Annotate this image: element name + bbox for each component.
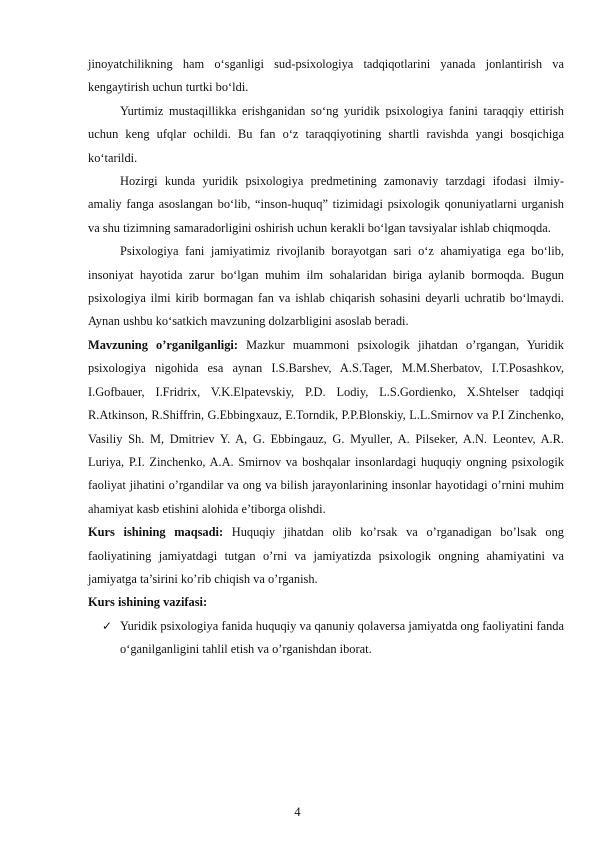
study-level-heading: Mavzuning o’rganilganligi: [88, 337, 238, 352]
paragraph-goal [88, 521, 564, 591]
paragraph-continuation: jinoyatchilikning ham o‘sganligi sud-psixologiya tadqiqotlarini yanada jonlantirish va kengaytirish uchun turtki bo‘ldi. [88, 57, 564, 95]
task-text: Yuridik psixologiya fanida huquqiy va qanuniy qolaversa jamiyatda ong faoliyatini fanda o‘ganilganligini tahlil etish va o’rganishdan iborat. [120, 618, 564, 657]
task-list-item [88, 615, 564, 662]
page-number: 4 [294, 805, 301, 819]
study-level-text: Mazkur muammoni psixologik jihatdan o’rgangan, Yuridik psixologiya nigohida esa aynan I.S.Barshev, A.S.Tager, M.M.Sherbatov, I.T.Posashkov, I.Gofbauer, I.Fridrix, V.K.Elpatevskiy, P.D. Lodiy, L.S.Gordienko, X.Shtelser tadqiqi R.Atkinson, R.Shiffrin, G.Ebbingxauz, E.Torndik, P.P.Blonskiy, L.L.Smirnov va P.I Zinchenko, Vasiliy Sh. M, Dmitriev Y. A, G. Ebbingauz, G. Myuller, A. Pilseker, A.N. Leontev, A.R. Luriya, P.I. Zinchenko, A.A. Smirnov va boshqalar insonlardagi huquqiy ongning psixologik faoliyat jihatini o’rgandilar va ong va bilish jarayonlarining insonlar hayotidagi o’rnini muhim ahamiyat kasb etishini alohida e’tiborga olishdi. [88, 337, 564, 516]
tasks-heading: Kurs ishining vazifasi: [88, 595, 208, 610]
paragraph-study-level [88, 334, 564, 521]
goal-heading: Kurs ishining maqsadi: [88, 525, 224, 540]
paragraph-relevance: Psixologiya fani jamiyatimiz rivojlanib borayotgan sari o‘z ahamiyatiga ega bo‘lib, insoniyat hayotida zarur bo‘lgan muhim ilm sohalaridan biriga aylanib bormoqda. Bugun psixologiya ilmi kirib bormagan fan va ishlab chiqarish sohasini deyarli uchratib bo‘lmaydi. Aynan ushbu ko‘satkich mavzuning dolzarbligini asoslab beradi. [88, 244, 564, 329]
goal-text: Huquqiy jihatdan olib ko’rsak va o’rganadigan bo’lsak ong faoliyatining jamiyatdagi tutgan o’rni va jamiyatizda psixologik ongning ahamiyatini va jamiyatga ta’sirini ko’rib chiqish va o’rganish. [88, 525, 564, 586]
paragraph-current-state: Hozirgi kunda yuridik psixologiya predmetining zamonaviy tarzdagi ifodasi ilmiy-amaliy fanga asoslangan bo‘lib, “inson-huquq” tizimidagi psixologik qonuniyatlarni urganish va shu tizimning samaradorligini oshirish uchun kerakli bo‘lgan tavsiyalar ishlab chiqmoqda. [88, 174, 564, 235]
checkmark-icon: ✓ [101, 618, 112, 633]
paragraph-independence: Yurtimiz mustaqillikka erishganidan so‘ng yuridik psixologiya fanini taraqqiy ettirish uchun keng ufqlar ochildi. Bu fan o‘z taraqqiyotining shartli ravishda yangi bosqichiga ko‘tarildi. [88, 103, 564, 165]
paragraph-tasks [88, 591, 564, 614]
page-content [88, 53, 564, 662]
